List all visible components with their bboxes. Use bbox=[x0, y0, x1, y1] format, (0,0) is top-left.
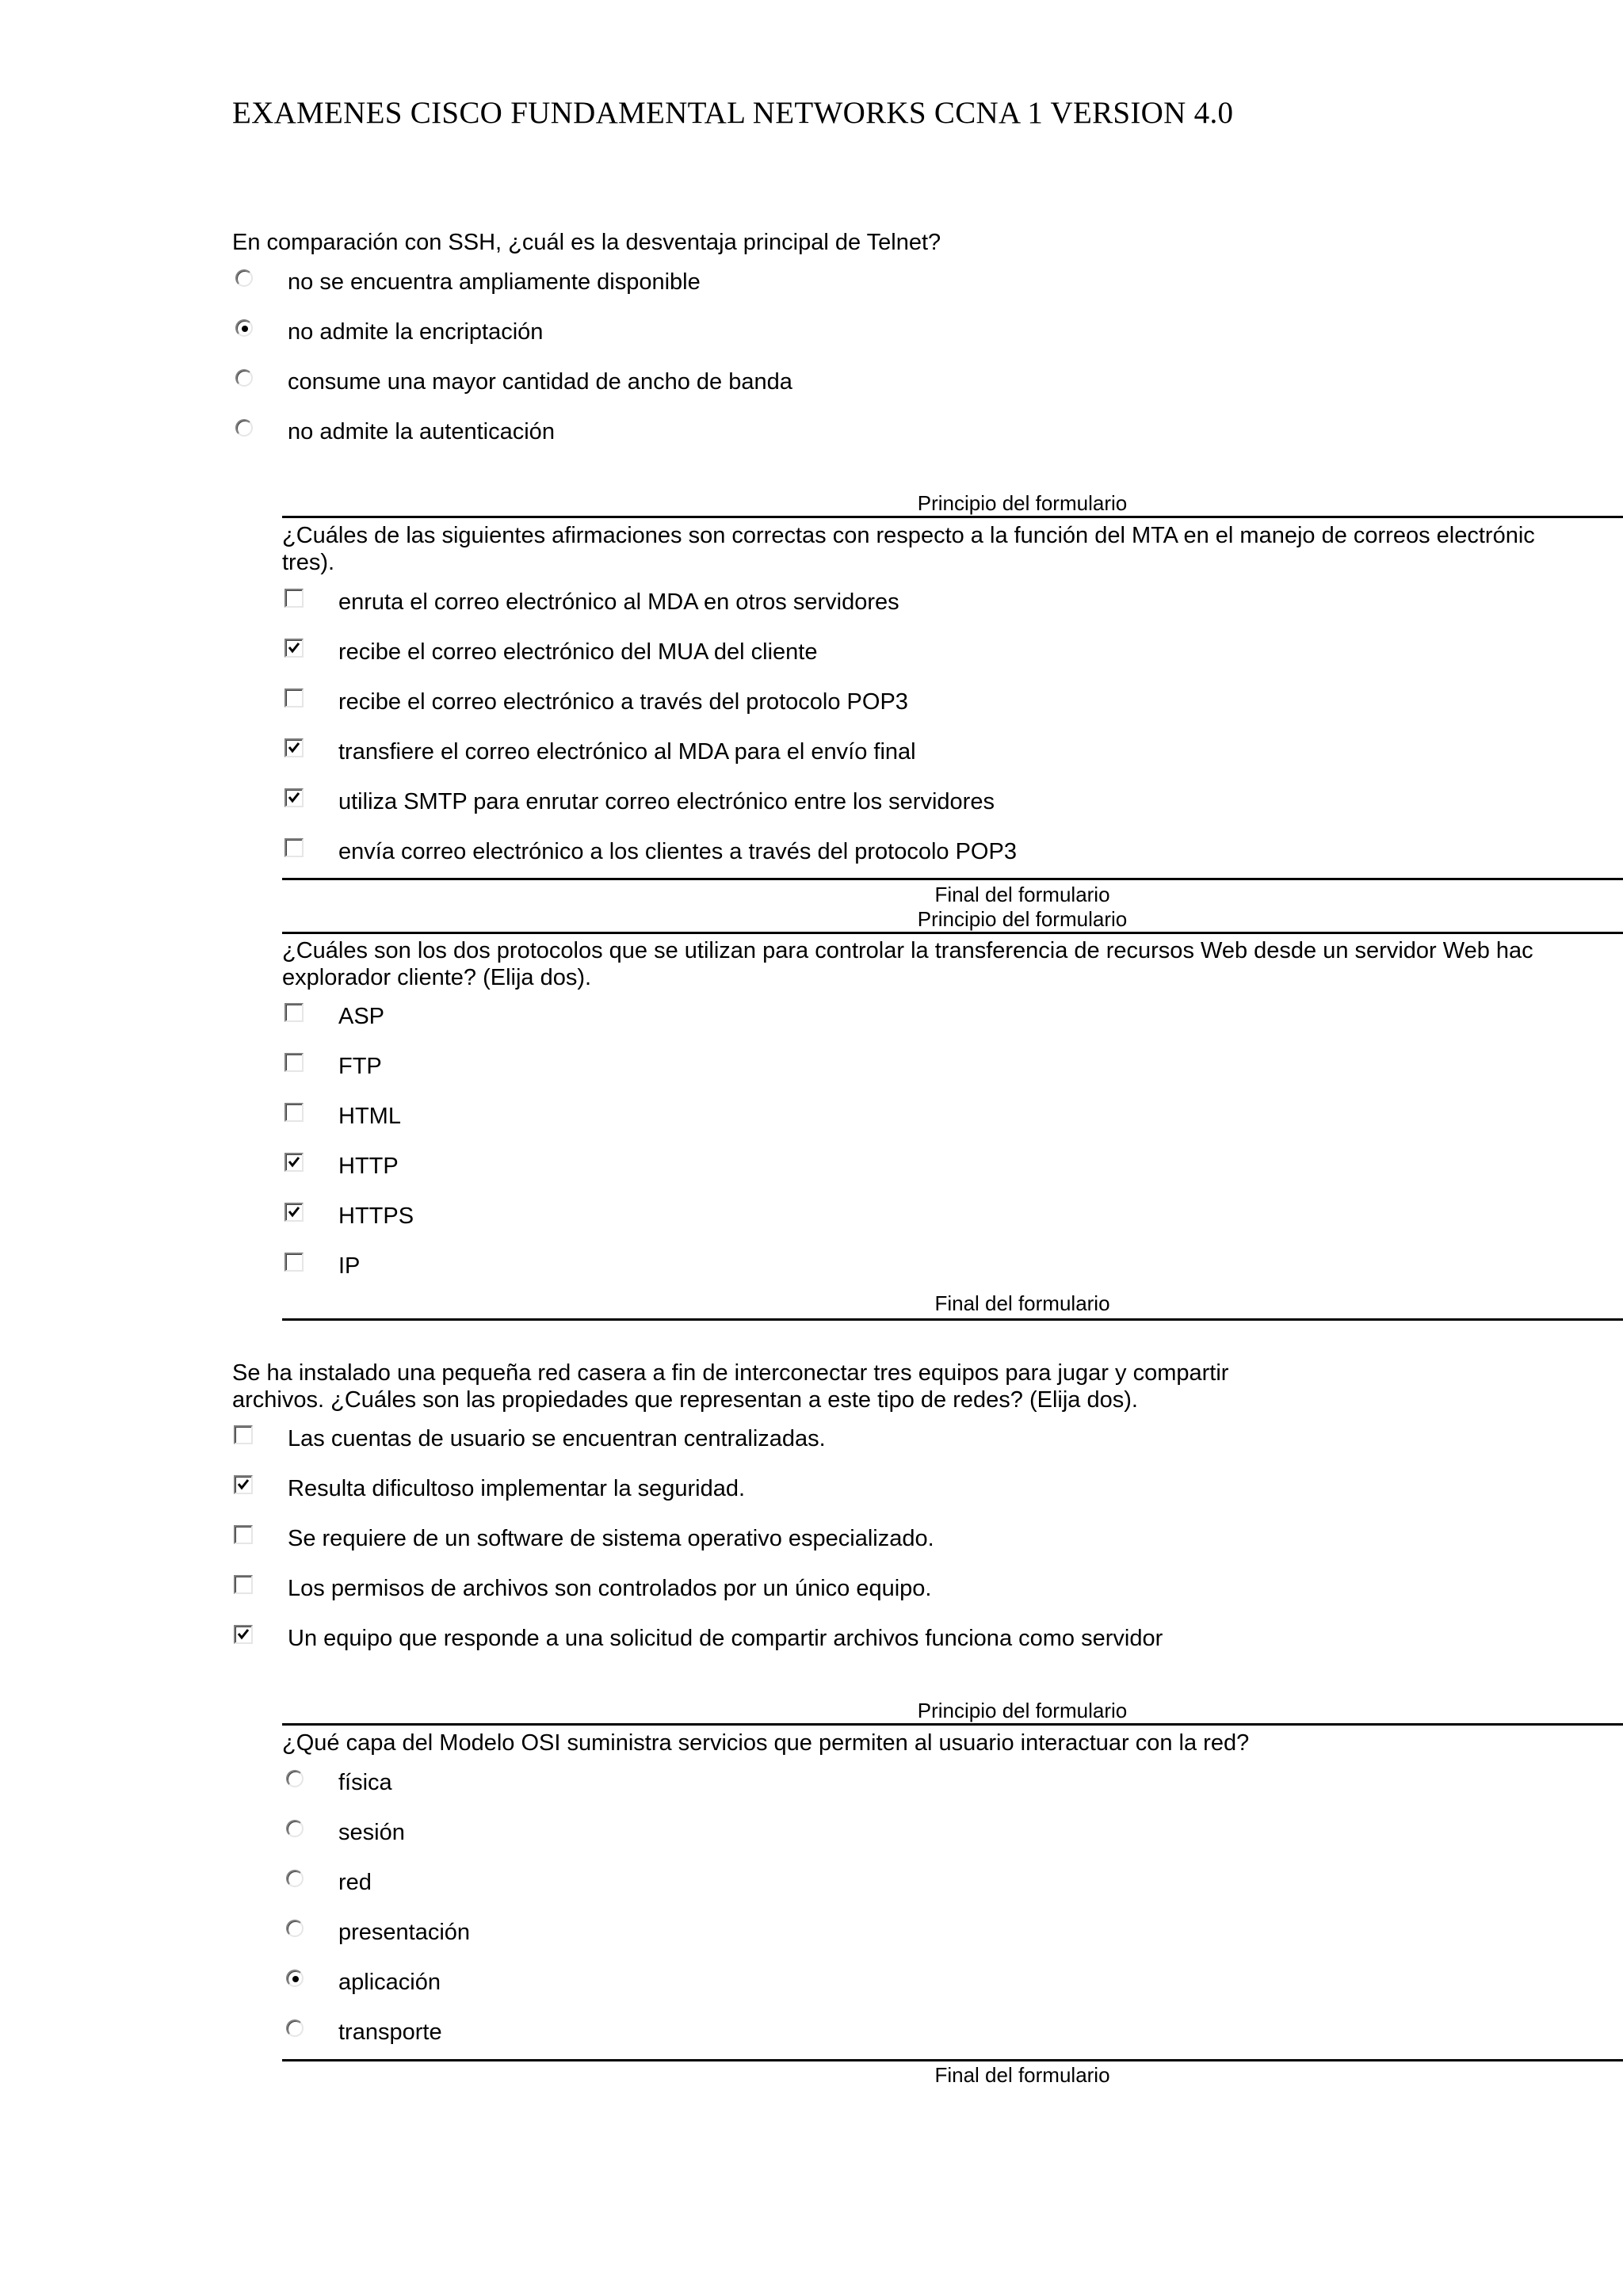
option-label: no se encuentra ampliamente disponible bbox=[288, 269, 701, 295]
checkbox[interactable] bbox=[285, 688, 304, 707]
radio-dot-icon bbox=[292, 1976, 299, 1982]
form-start-label: Principio del formulario bbox=[917, 907, 1128, 931]
checkbox[interactable] bbox=[285, 1253, 304, 1272]
checkbox[interactable] bbox=[234, 1525, 253, 1544]
option-label: HTML bbox=[338, 1104, 401, 1129]
checkbox[interactable] bbox=[285, 589, 304, 608]
question-5-text: ¿Qué capa del Modelo OSI suministra servicios que permiten al usuario interactuar con la red? bbox=[282, 1730, 1250, 1756]
option-label: aplicación bbox=[338, 1970, 441, 1995]
checkmark-icon bbox=[236, 1627, 250, 1642]
option-label: transfiere el correo electrónico al MDA para el envío final bbox=[338, 739, 916, 765]
checkbox[interactable] bbox=[234, 1575, 253, 1594]
option-label: sesión bbox=[338, 1820, 405, 1845]
radio-button[interactable] bbox=[286, 1770, 304, 1787]
radio-button[interactable] bbox=[286, 2019, 304, 2037]
option-label: Las cuentas de usuario se encuentran centralizadas. bbox=[288, 1426, 826, 1451]
checkmark-icon bbox=[287, 1205, 301, 1219]
checkbox[interactable] bbox=[285, 1053, 304, 1072]
form-end-label: Final del formulario bbox=[934, 883, 1110, 906]
checkmark-icon bbox=[287, 1155, 301, 1169]
radio-button[interactable] bbox=[235, 319, 253, 337]
form-end-label: Final del formulario bbox=[934, 2063, 1110, 2087]
radio-button[interactable] bbox=[286, 1920, 304, 1937]
option-label: recibe el correo electrónico del MUA del cliente bbox=[338, 639, 818, 665]
checkbox[interactable] bbox=[285, 738, 304, 757]
option-label: IP bbox=[338, 1253, 361, 1279]
option-label: Un equipo que responde a una solicitud de compartir archivos funciona como servidor bbox=[288, 1626, 1163, 1651]
form-divider bbox=[282, 1318, 1623, 1321]
option-label: Los permisos de archivos son controlados por un único equipo. bbox=[288, 1576, 932, 1601]
checkbox[interactable] bbox=[234, 1425, 253, 1444]
checkbox[interactable] bbox=[234, 1625, 253, 1644]
checkmark-icon bbox=[287, 641, 301, 655]
option-label: enruta el correo electrónico al MDA en otros servidores bbox=[338, 589, 899, 615]
option-label: utiliza SMTP para enrutar correo electrónico entre los servidores bbox=[338, 789, 995, 814]
question-2-text-line-2: tres). bbox=[282, 550, 335, 575]
checkbox[interactable] bbox=[285, 1153, 304, 1172]
question-4-text-line-2: archivos. ¿Cuáles son las propiedades que representan a este tipo de redes? (Elija dos). bbox=[232, 1387, 1138, 1413]
radio-dot-icon bbox=[242, 326, 248, 332]
option-label: HTTP bbox=[338, 1154, 399, 1179]
option-label: presentación bbox=[338, 1920, 471, 1945]
option-label: no admite la encriptación bbox=[288, 319, 544, 345]
checkbox[interactable] bbox=[285, 788, 304, 807]
option-label: no admite la autenticación bbox=[288, 419, 555, 444]
question-3-text-line-1: ¿Cuáles son los dos protocolos que se utilizan para controlar la transferencia de recursos Web desde un servidor Web hac bbox=[282, 938, 1533, 963]
option-label: ASP bbox=[338, 1004, 385, 1029]
checkbox[interactable] bbox=[285, 1203, 304, 1222]
radio-button[interactable] bbox=[235, 419, 253, 437]
question-3-text-line-2: explorador cliente? (Elija dos). bbox=[282, 965, 592, 990]
form-divider bbox=[282, 516, 1623, 518]
checkbox[interactable] bbox=[285, 639, 304, 658]
option-label: envía correo electrónico a los clientes a través del protocolo POP3 bbox=[338, 839, 1017, 864]
checkmark-icon bbox=[236, 1478, 250, 1492]
radio-button[interactable] bbox=[235, 269, 253, 287]
option-label: transporte bbox=[338, 2019, 442, 2045]
checkbox[interactable] bbox=[234, 1475, 253, 1494]
form-divider bbox=[282, 1723, 1623, 1726]
checkbox[interactable] bbox=[285, 1003, 304, 1022]
page-title: EXAMENES CISCO FUNDAMENTAL NETWORKS CCNA 1 VERSION 4.0 bbox=[232, 96, 1234, 130]
checkmark-icon bbox=[287, 791, 301, 805]
option-label: FTP bbox=[338, 1054, 382, 1079]
form-start-label: Principio del formulario bbox=[917, 1699, 1128, 1722]
checkmark-icon bbox=[287, 741, 301, 755]
radio-button[interactable] bbox=[235, 369, 253, 387]
option-label: Se requiere de un software de sistema operativo especializado. bbox=[288, 1526, 934, 1551]
option-label: consume una mayor cantidad de ancho de banda bbox=[288, 369, 792, 395]
form-divider bbox=[282, 932, 1623, 934]
option-label: red bbox=[338, 1870, 372, 1895]
radio-button[interactable] bbox=[286, 1820, 304, 1837]
option-label: Resulta dificultoso implementar la seguridad. bbox=[288, 1476, 746, 1501]
option-label: recibe el correo electrónico a través del protocolo POP3 bbox=[338, 689, 908, 715]
form-start-label: Principio del formulario bbox=[917, 491, 1128, 515]
radio-button[interactable] bbox=[286, 1870, 304, 1887]
question-4-text-line-1: Se ha instalado una pequeña red casera a fin de interconectar tres equipos para jugar y compartir bbox=[232, 1360, 1229, 1386]
option-label: física bbox=[338, 1770, 392, 1795]
form-divider bbox=[282, 2059, 1623, 2061]
checkbox[interactable] bbox=[285, 1103, 304, 1122]
question-2-text-line-1: ¿Cuáles de las siguientes afirmaciones son correctas con respecto a la función del MTA en el manejo de correos electrónic bbox=[282, 523, 1535, 548]
question-1-text: En comparación con SSH, ¿cuál es la desventaja principal de Telnet? bbox=[232, 230, 941, 255]
option-label: HTTPS bbox=[338, 1203, 414, 1229]
form-divider bbox=[282, 878, 1623, 880]
checkbox[interactable] bbox=[285, 838, 304, 857]
radio-button[interactable] bbox=[286, 1970, 304, 1987]
form-end-label: Final del formulario bbox=[934, 1291, 1110, 1315]
